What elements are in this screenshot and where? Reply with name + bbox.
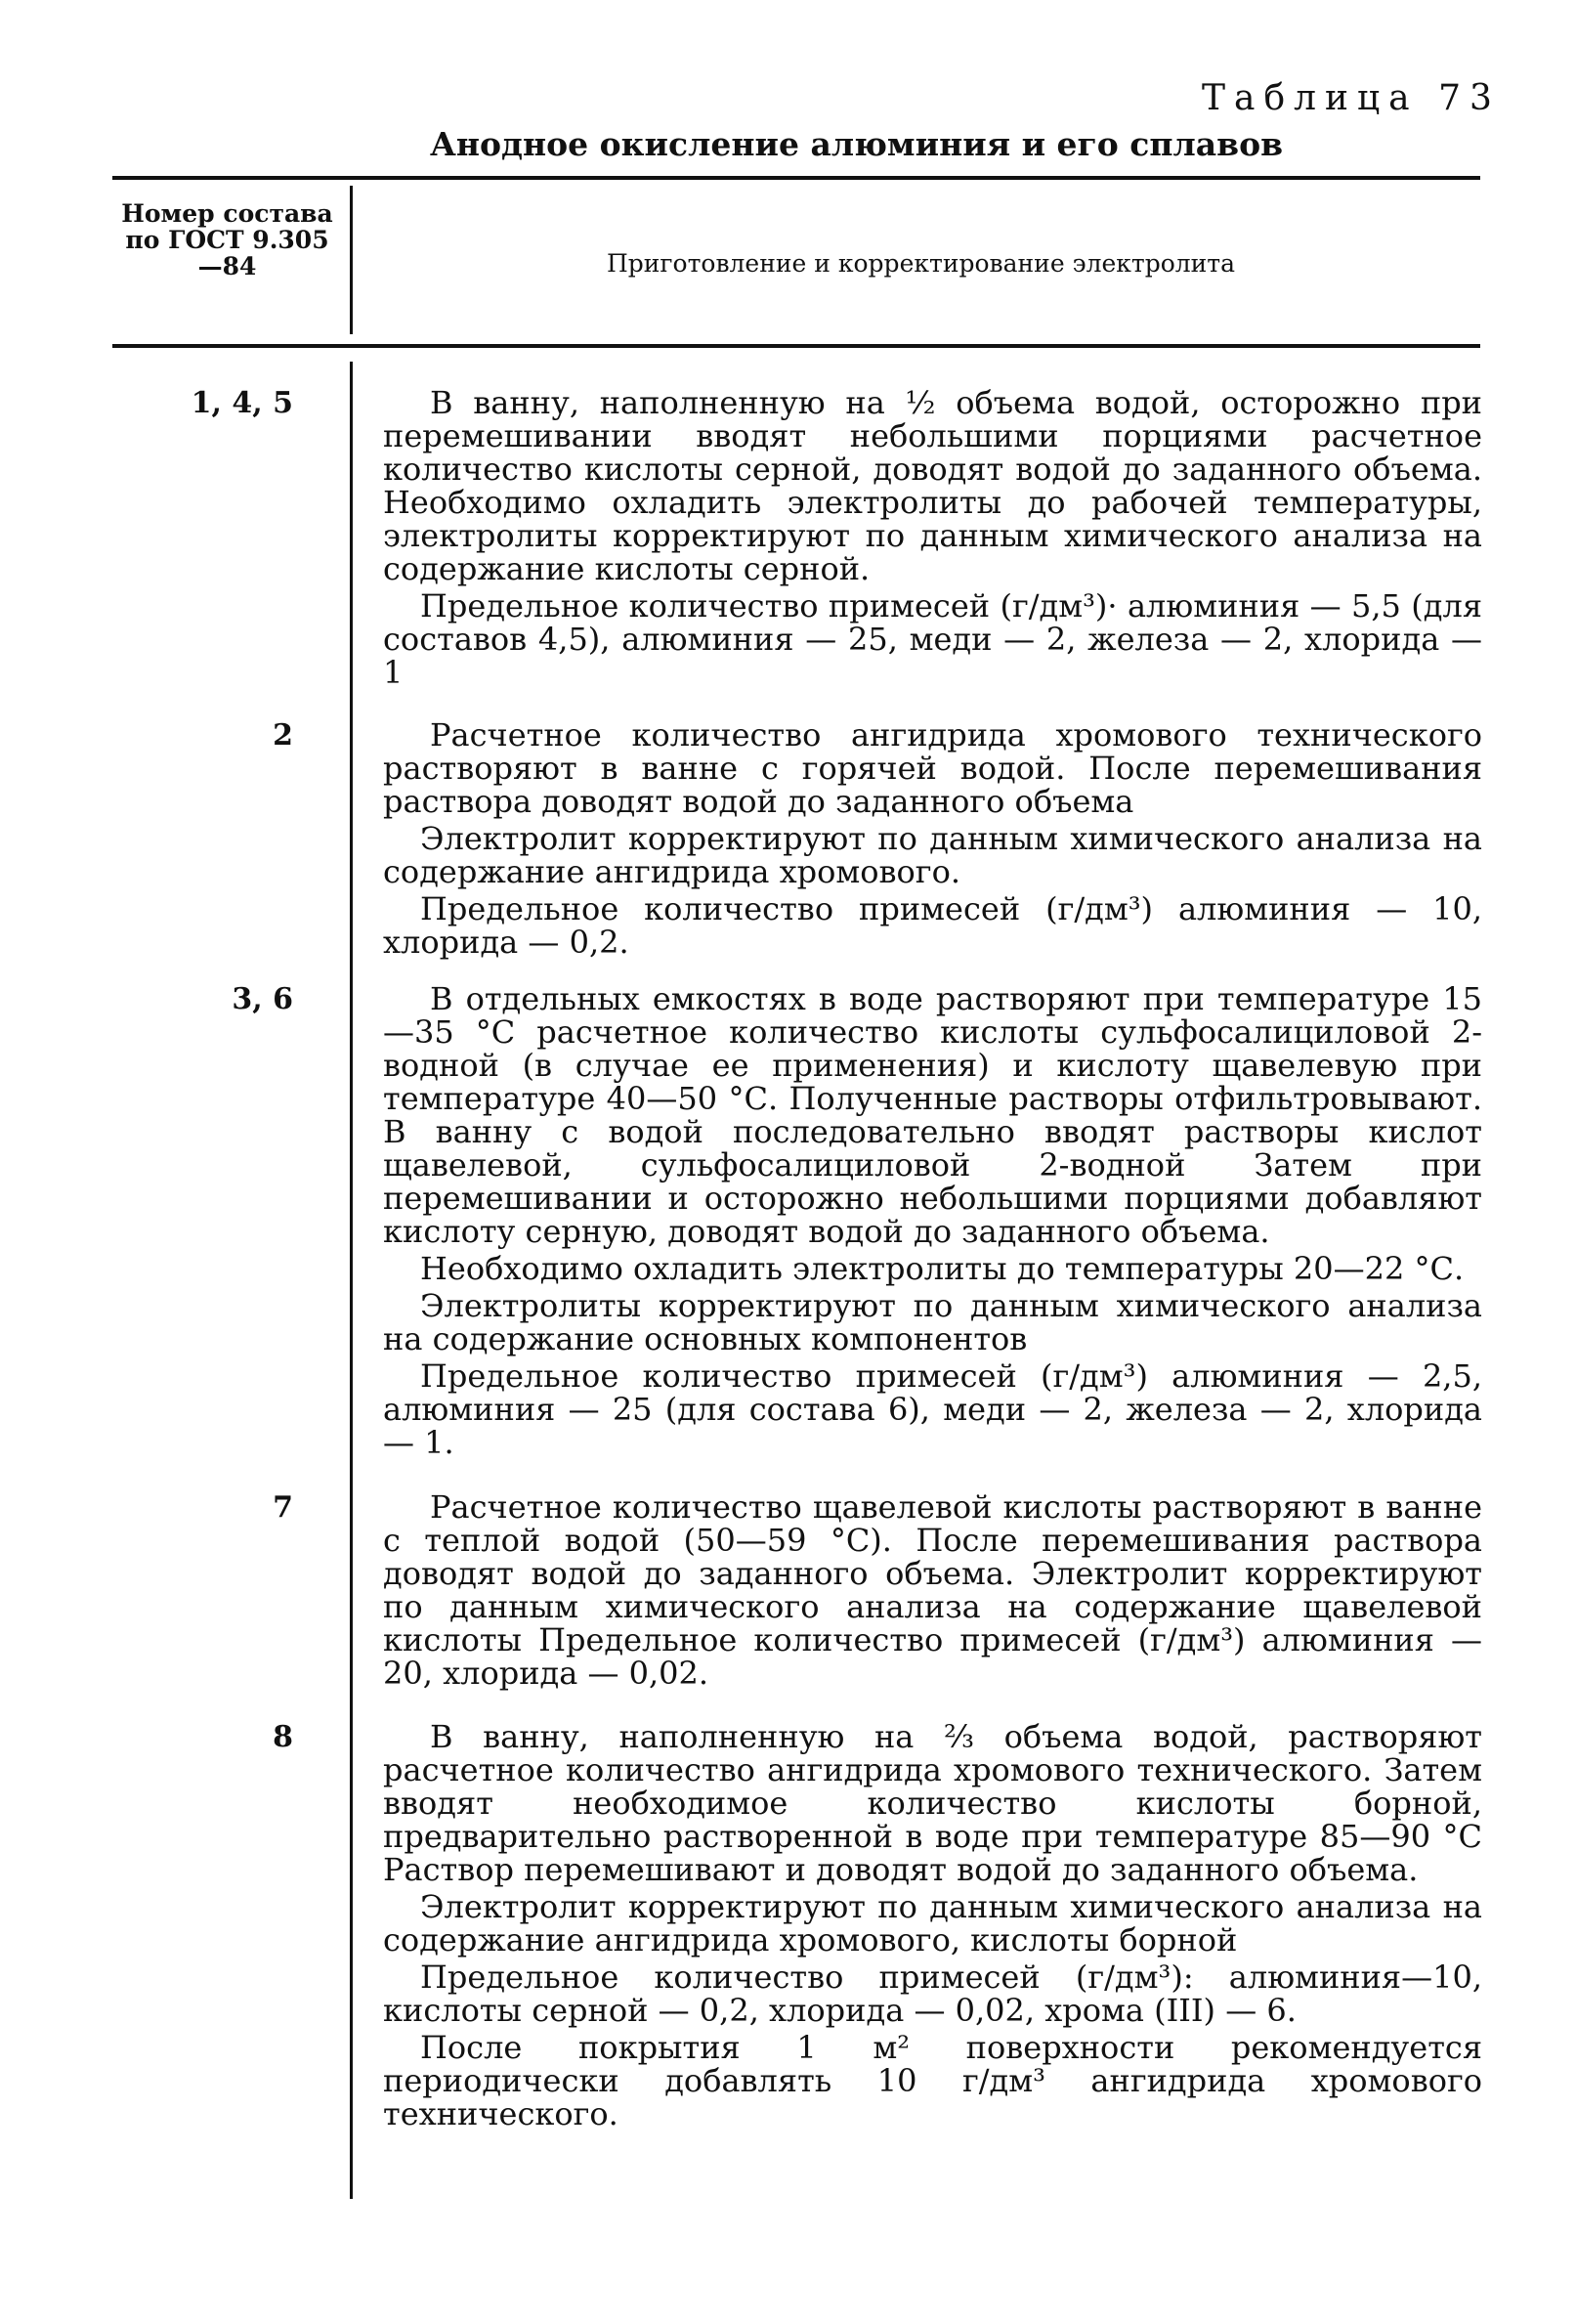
row-text	[383, 982, 1482, 1463]
paragraph: Необходимо охладить электролиты до температуры 20—22 °С.	[420, 1250, 1465, 1287]
paragraph: Электролит корректируют по данным химического анализа на содержание ангидрида хромового, кислоты борной	[383, 1888, 1482, 1958]
row-number: 7	[273, 1490, 293, 1525]
paragraph: В отдельных емкостях в воде растворяют при температуре 15—35 °С расчетное количество кислоты сульфосалициловой 2-водной (в случае ее применения) и кислоту щавелевую при температуре 40—50 °С. Полученные растворы отфильтровывают. В ванну с водой последовательно вводят растворы кислот щавелевой, сульфосалициловой 2-водной Затем при перемешивании и осторожно небольшими порциями добавляют кислоту серную, доводят водой до заданного объема.	[383, 980, 1482, 1250]
row-number: 3, 6	[232, 982, 293, 1016]
header-col-number: Номер состава по ГОСТ 9.305—84	[121, 199, 333, 280]
top-rule	[112, 176, 1480, 180]
table-number-label: Таблица 73	[1202, 78, 1501, 118]
row-text	[383, 386, 1482, 693]
row-number: 2	[273, 718, 293, 753]
paragraph: В ванну, наполненную на ⅔ объема водой, растворяют расчетное количество ангидрида хромового технического. Затем вводят необходимое количество кислоты борной, предварительно растворенной в воде при температуре 85—90 °С Раствор перемешивают и доводят водой до заданного объема.	[383, 1718, 1482, 1888]
paragraph: После покрытия 1 м² поверхности рекомендуется периодически добавлять 10 г/дм³ ангидрида хромового технического.	[383, 2029, 1482, 2132]
paragraph: Предельное количество примесей (г/дм³) алюминия — 10, хлорида — 0,2.	[383, 890, 1482, 961]
paragraph: Предельное количество примесей (г/дм³): алюминия—10, кислоты серной — 0,2, хлорида — 0,02, хрома (III) — 6.	[383, 1958, 1482, 2029]
row-number: 1, 4, 5	[191, 386, 293, 420]
paragraph: В ванну, наполненную на ½ объема водой, осторожно при перемешивании вводят небольшими порциями расчетное количество кислоты серной, доводят водой до заданного объема. Необходимо охладить электролиты до рабочей температуры, электролиты корректируют по данным химического анализа на содержание кислоты серной.	[383, 384, 1482, 587]
header-rule	[112, 344, 1480, 348]
row-text	[383, 718, 1482, 963]
row-text	[383, 1490, 1482, 1694]
paragraph: Предельное количество примесей (г/дм³) алюминия — 2,5, алюминия — 25 (для состава 6), меди — 2, железа — 2, хлорида — 1.	[383, 1357, 1482, 1461]
paragraph: Предельное количество примесей (г/дм³)· алюминия — 5,5 (для составов 4,5), алюминия — 25, меди — 2, железа — 2, хлорида — 1	[383, 587, 1482, 691]
row-text	[383, 1720, 1482, 2134]
paragraph: Расчетное количество щавелевой кислоты растворяют в ванне с теплой водой (50—59 °С). После перемешивания раствора доводят водой до заданного объема. Электролит корректируют по данным химического анализа на содержание щавелевой кислоты Предельное количество примесей (г/дм³) алюминия — 20, хлорида — 0,02.	[383, 1488, 1482, 1692]
body-column-divider	[350, 362, 353, 2199]
paragraph: Электролиты корректируют по данным химического анализа на содержание основных компонентов	[383, 1287, 1482, 1357]
header-column-divider	[350, 186, 353, 334]
row-number: 8	[273, 1720, 293, 1754]
paragraph: Электролит корректируют по данным химического анализа на содержание ангидрида хромового.	[383, 820, 1482, 890]
paragraph: Расчетное количество ангидрида хромового технического растворяют в ванне с горячей водой. После перемешивания раствора доводят водой до заданного объема	[383, 716, 1482, 820]
table-title: Анодное окисление алюминия и его сплавов	[429, 125, 1284, 163]
header-col-preparation: Приготовление и корректирование электролита	[606, 249, 1236, 278]
